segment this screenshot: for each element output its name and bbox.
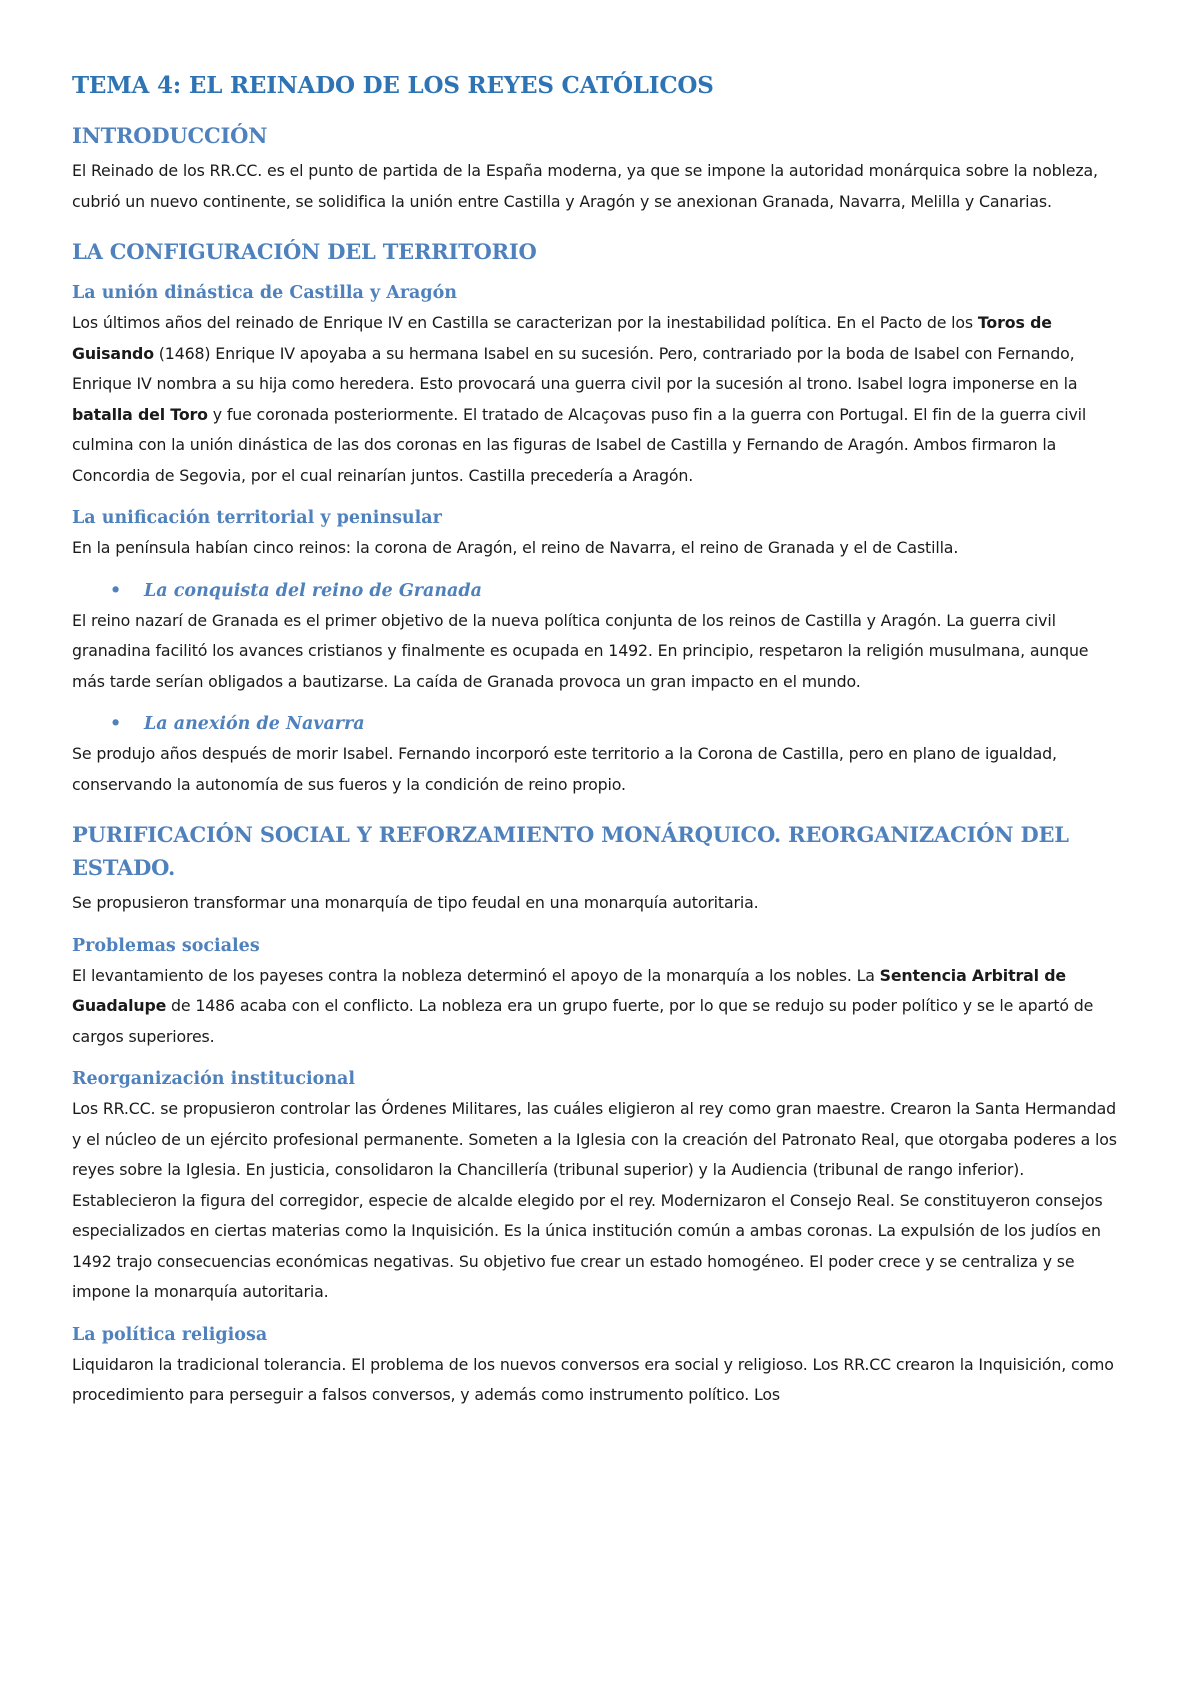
- paragraph-conquista-granada: El reino nazarí de Granada es el primer objetivo de la nueva política conjunta de los reinos de Castilla y Aragón. La guerra civil granadina facilitó los avances cristianos y finalmente es ocupada en 1492. En principio, respetaron la religión musulmana, aunque más tarde serían obligados a bautizarse. La caída de Granada provoca un gran impacto en el mundo.: [72, 610, 1089, 691]
- paragraph-problemas-sociales: El levantamiento de los payeses contra la nobleza determinó el apoyo de la monarquía a los nobles. La Sentencia Arbitral de Guadalupe de 1486 acaba con el conflicto. La nobleza era un grupo fuerte, por lo que se redujo su poder político y se le apartó de cargos superiores.: [72, 965, 1094, 1046]
- paragraph-reorganizacion-institucional: Los RR.CC. se propusieron controlar las Órdenes Militares, las cuáles eligieron al rey como gran maestre. Crearon la Santa Hermandad y el núcleo de un ejército profesional permanente. Someten a la Iglesia con la creación del Patronato Real, que otorgaba poderes a los reyes sobre la Iglesia. En justicia, consolidaron la Chancillería (tribunal superior) y la Audiencia (tribunal de rango inferior). Establecieron la figura del corregidor, especie de alcalde elegido por el rey. Modernizaron el Consejo Real. Se constituyeron consejos especializados en ciertas materias como la Inquisición. Es la única institución común a ambas coronas. La expulsión de los judíos en 1492 trajo consecuencias económicas negativas. Su objetivo fue crear un estado homogéneo. El poder crece y se centraliza y se impone la monarquía autoritaria.: [72, 1099, 1117, 1301]
- paragraph-introduccion: El Reinado de los RR.CC. es el punto de partida de la España moderna, ya que se impone la autoridad monárquica sobre la nobleza, cubrió un nuevo continente, se solidifica la unión entre Castilla y Aragón y se anexionan Granada, Navarra, Melilla y Canarias.: [72, 161, 1098, 211]
- heading-politica-religiosa: La política religiosa: [72, 1324, 268, 1345]
- bold-sentencia-arbitral: Sentencia Arbitral de Guadalupe: [72, 965, 1066, 1015]
- heading-anexion-navarra: • La anexión de Navarra: [72, 711, 1120, 737]
- paragraph-politica-religiosa: Liquidaron la tradicional tolerancia. El problema de los nuevos conversos era social y religioso. Los RR.CC crearon la Inquisición, como procedimiento para perseguir a falsos conversos, y además como instrumento político. Los: [72, 1354, 1114, 1404]
- paragraph-purificacion-social: Se propusieron transformar una monarquía de tipo feudal en una monarquía autoritaria.: [72, 893, 759, 912]
- bullet-icon: •: [110, 714, 122, 734]
- heading-reorganizacion-institucional: Reorganización institucional: [72, 1069, 356, 1089]
- bold-batalla-del-toro: batalla del Toro: [72, 404, 208, 424]
- bullet-icon: •: [110, 580, 122, 601]
- bold-toros-de-guisando: Toros de Guisando: [72, 313, 1052, 363]
- heading-purificacion-social: PURIFICACIÓN SOCIAL Y REFORZAMIENTO MONÁRQUICO. REORGANIZACIÓN DEL ESTADO.: [72, 822, 1069, 880]
- paragraph-anexion-navarra: Se produjo años después de morir Isabel. Fernando incorporó este territorio a la Corona de Castilla, pero en plano de igualdad, conservando la autonomía de sus fueros y la condición de reino propio.: [72, 744, 1057, 794]
- heading-configuracion-territorio: LA CONFIGURACIÓN DEL TERRITORIO: [72, 239, 537, 264]
- heading-problemas-sociales: Problemas sociales: [72, 935, 260, 956]
- heading-union-dinastica: La unión dinástica de Castilla y Aragón: [72, 283, 458, 303]
- heading-conquista-granada: • La conquista del reino de Granada: [72, 578, 1120, 604]
- paragraph-union-dinastica: Los últimos años del reinado de Enrique IV en Castilla se caracterizan por la inestabilidad política. En el Pacto de los Toros de Guisando (1468) Enrique IV apoyaba a su hermana Isabel en su sucesión. Pero, contrariado por la boda de Isabel con Fernando, Enrique IV nombra a su hija como heredera. Esto provocará una guerra civil por la sucesión al trono. Isabel logra imponerse en la batalla del Toro y fue coronada posteriormente. El tratado de Alcaçovas puso fin a la guerra con Portugal. El fin de la guerra civil culmina con la unión dinástica de las dos coronas en las figuras de Isabel de Castilla y Fernando de Aragón. Ambos firmaron la Concordia de Segovia, por el cual reinarían juntos. Castilla precedería a Aragón.: [72, 313, 1087, 485]
- heading-introduccion: INTRODUCCIÓN: [72, 123, 268, 148]
- heading-unificacion-territorial: La unificación territorial y peninsular: [72, 508, 442, 528]
- paragraph-unificacion-territorial: En la península habían cinco reinos: la corona de Aragón, el reino de Navarra, el reino de Granada y el de Castilla.: [72, 538, 959, 557]
- document-title: TEMA 4: EL REINADO DE LOS REYES CATÓLICOS: [72, 72, 714, 99]
